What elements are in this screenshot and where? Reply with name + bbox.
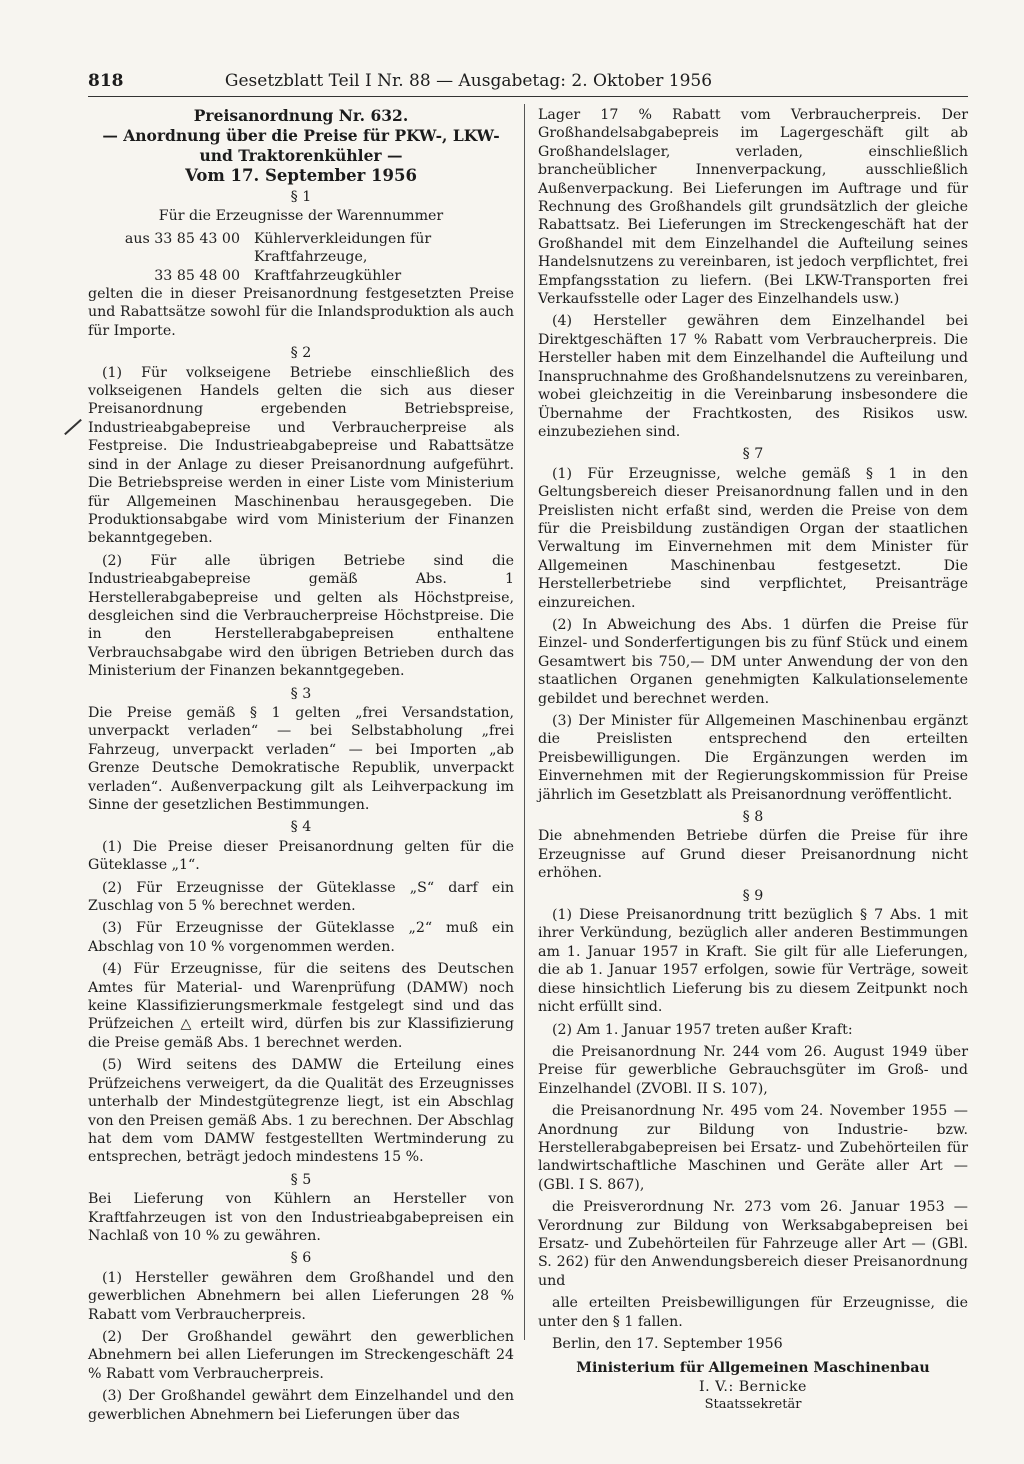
page-header [88, 70, 788, 92]
commodity-description: Kühlerverkleidungen für Kraftfahrzeuge, [254, 230, 432, 266]
section-6-para-3: (3) Der Großhandel gewährt dem Einzelhandel und den gewerblichen Abnehmern bei Lieferungen über das [88, 1388, 514, 1423]
section-heading-9: § 9 [742, 887, 764, 904]
section-7-para-2: (2) In Abweichung des Abs. 1 dürfen die Preise für Einzel- und Sonderfertigungen bis zu fünf Stück und einem Gesamtwert bis 750,— DM unter Anwendung der von den staatlichen Organen genehmigten Kalkulationselemente gebildet und berechnet werden. [538, 616, 968, 707]
section-1-text: gelten die in dieser Preisanordnung festgesetzten Preise und Rabattsätze sowohl für die Inlandsproduktion als auch für Importe. [88, 286, 514, 339]
page-number: 818 [88, 71, 124, 91]
section-2-para-2: (2) Für alle übrigen Betriebe sind die Industrieabgabepreise gemäß Abs. 1 Herstellerabgabepreise und gelten als Höchstpreise, desgleichen sind die Verbraucherpreise Höchstpreise. Die in den Herstellerabgabepreisen enthaltene Verbrauchsabgabe wird den übrigen Betrieben durch das Ministerium der Finanzen bekanntgegeben. [88, 552, 514, 680]
section-6-para-2: (2) Der Großhandel gewährt den gewerblichen Abnehmern bei allen Lieferungen im Streckengeschäft 24 % Rabatt vom Verbraucherpreis. [88, 1328, 514, 1382]
section-6-para-4: (4) Hersteller gewähren dem Einzelhandel bei Direktgeschäften 17 % Rabatt vom Verbraucherpreis. Die Hersteller haben mit dem Einzelhandel die Aufteilung und Inanspruchnahme des Großhandelsnutzens zu vereinbaren, wobei gleichzeitig in die Vereinbarung insbesondere die Übernahme der Frachtkosten, des Risikos usw. einzubeziehen sind. [538, 313, 968, 440]
section-heading-5: § 5 [290, 1171, 312, 1188]
order-date: Vom 17. September 1956 [185, 166, 417, 185]
section-5-text: Bei Lieferung von Kühlern an Hersteller von Kraftfahrzeugen ist von den Industrieabgabepreisen ein Nachlaß von 10 % zu gewähren. [88, 1191, 514, 1244]
section-heading-1: § 1 [290, 189, 312, 205]
left-column [88, 106, 514, 1428]
place-and-date: Berlin, den 17. September 1956 [552, 1336, 783, 1352]
section-6-para-3-continued: Lager 17 % Rabatt vom Verbraucherpreis. Der Großhandelsabgabepreis im Lagergeschäft gilt ab Großhandelslager, verladen, einschließlich brancheüblicher Innenverpackung, ausschließlich Außenverpackung. Bei Lieferungen im Auftrage und für Rechnung des Großhandels gilt grundsätzlich der gleiche Rabattsatz. Bei Lieferungen im Streckengeschäft hat der Großhandel mit dem Einzelhandel die Aufteilung seines Handelsnutzens zu vereinbaren, ist jedoch verpflichtet, frei Empfangsstation zu liefern. (Bei LKW-Transporten frei Verkaufsstelle oder Lager des Einzelhandels usw.) [538, 107, 968, 308]
order-number-title: Preisanordnung Nr. 632. [193, 106, 409, 125]
section-7-para-1: (1) Für Erzeugnisse, welche gemäß § 1 in den Geltungsbereich dieser Preisanordnung fallen und in den Preislisten nicht erfaßt sind, werden die Preise von dem für die Preisbildung zuständigen Organ der staatlichen Verwaltung im Einvernehmen mit dem Minister für Allgemeinen Maschinenbau festgesetzt. Die Herstellerbetriebe sind verpflichtet, Preisanträge einzureichen. [538, 465, 968, 611]
repealed-item-2: die Preisanordnung Nr. 495 vom 24. November 1955 — Anordnung zur Bildung von Industrie- bzw. Herstellerabgabepreisen bei Ersatz- und Zubehörteilen für landwirtschaftliche Maschinen und Geräte aller Art — (GBl. I S. 867), [538, 1103, 968, 1193]
section-heading-6: § 6 [290, 1250, 312, 1267]
order-subtitle-line2: und Traktorenkühler — [199, 146, 403, 165]
section-9-para-2: (2) Am 1. Januar 1957 treten außer Kraft: [552, 1021, 853, 1038]
section-1-intro: Für die Erzeugnisse der Warennummer [158, 208, 444, 225]
section-6-para-1: (1) Hersteller gewähren dem Großhandel und den gewerblichen Abnehmern bei allen Lieferungen 28 % Rabatt vom Verbraucherpreis. [88, 1269, 514, 1323]
order-subtitle-line1: — Anordnung über die Preise für PKW-, LKW- [102, 126, 500, 145]
section-4-para-1: (1) Die Preise dieser Preisanordnung gelten für die Güteklasse „1“. [88, 838, 514, 874]
commodity-number: aus 33 85 43 00 [124, 230, 240, 247]
section-4-para-4: (4) Für Erzeugnisse, für die seitens des Deutschen Amtes für Material- und Warenprüfung (DAMW) noch keine Klassifizierungsmerkmale festgelegt sind und das Prüfzeichen △ erteilt wird, dürfen bis zur Klassifizierung die Preise gemäß Abs. 1 berechnet werden. [88, 961, 514, 1051]
section-heading-2: § 2 [290, 345, 312, 362]
section-7-para-3: (3) Der Minister für Allgemeinen Maschinenbau ergänzt die Preislisten entsprechend den erteilten Preisbewilligungen. Die Ergänzungen werden im Einvernehmen mit der Regierungskommission für Preise jährlich im Gesetzblatt als Preisanordnung veröffentlicht. [538, 713, 968, 803]
commodity-row-2 [88, 267, 514, 285]
section-8-text: Die abnehmenden Betriebe dürfen die Preise für ihre Erzeugnisse auf Grund dieser Preisanordnung nicht erhöhen. [538, 828, 968, 882]
section-heading-4: § 4 [290, 819, 312, 836]
header-rule [88, 96, 968, 97]
section-heading-7: § 7 [742, 446, 764, 463]
section-3-text: Die Preise gemäß § 1 gelten „frei Versandstation, unverpackt verladen“ — bei Selbstabholung „frei Fahrzeug, unverpackt verladen“ — bei Importen „ab Grenze Deutsche Demokratische Republik, unverpackt verladen“. Außenverpackung gilt als Leihverpackung im Sinne der gesetzlichen Bestimmungen. [88, 704, 514, 813]
signing-ministry: Ministerium für Allgemeinen Maschinenbau [576, 1360, 930, 1377]
section-4-para-2: (2) Für Erzeugnisse der Güteklasse „S“ darf ein Zuschlag von 5 % berechnet werden. [88, 879, 514, 915]
signatory-role: Staatssekretär [704, 1397, 802, 1413]
commodity-number: 33 85 48 00 [154, 267, 240, 284]
signatory-name: I. V.: Bernicke [699, 1378, 807, 1395]
right-column [538, 106, 968, 1415]
section-2-para-1: (1) Für volkseigene Betriebe einschließlich des volkseigenen Handels gelten die sich aus dieser Preisanordnung ergebenden Betriebspreise, Industrieabgabepreise und Verbraucherpreise als Festpreise. Die Industrieabgabepreise und Rabattsätze sind in der Anlage zu dieser Preisanordnung aufgeführt. Die Betriebspreise werden in einer Liste vom Ministerium für Allgemeinen Maschinenbau herausgegeben. Die Produktionsabgabe wird vom Ministerium der Finanzen bekanntgegeben. [88, 364, 514, 547]
commodity-description: Kraftfahrzeugkühler [254, 267, 402, 284]
section-4-para-3: (3) Für Erzeugnisse der Güteklasse „2“ muß ein Abschlag von 10 % vorgenommen werden. [88, 920, 514, 955]
running-title: Gesetzblatt Teil I Nr. 88 — Ausgabetag: 2. Oktober 1956 [224, 71, 713, 91]
repealed-item-1: die Preisanordnung Nr. 244 vom 26. August 1949 über Preise für gewerbliche Gebrauchsgüter im Groß- und Einzelhandel (ZVOBl. II S. 107), [538, 1043, 968, 1097]
section-9-para-1: (1) Diese Preisanordnung tritt bezüglich § 7 Abs. 1 mit ihrer Verkündung, bezüglich aller anderen Bestimmungen am 1. Januar 1957 in Kraft. Sie gilt für alle Lieferungen, die ab 1. Januar 1957 erfolgen, sowie für Verträge, soweit diese hinsichtlich Lieferung bis zu diesem Zeitpunkt noch nicht erfüllt sind. [538, 907, 968, 1016]
commodity-row-1 [88, 230, 514, 267]
section-4-para-5: (5) Wird seitens des DAMW die Erteilung eines Prüfzeichens verweigert, da die Qualität des Erzeugnisses unterhalb der Mindestgütegrenze liegt, ist ein Abschlag von den Preisen gemäß Abs. 1 zu berechnen. Der Abschlag hat dem vom DAMW festgestellten Wertminderung zu entsprechen, beträgt jedoch mindestens 15 %. [88, 1057, 514, 1166]
repealed-item-4: alle erteilten Preisbewilligungen für Erzeugnisse, die unter den § 1 fallen. [538, 1295, 968, 1330]
repealed-item-3: die Preisverordnung Nr. 273 vom 26. Januar 1953 — Verordnung zur Bildung von Werksabgabepreisen bei Ersatz- und Zubehörteilen für Fahrzeuge aller Art — (GBl. S. 262) für den Anwendungsbereich dieser Preisanordnung und [538, 1199, 968, 1289]
section-heading-8: § 8 [742, 809, 764, 826]
section-heading-3: § 3 [290, 685, 312, 702]
column-divider [524, 104, 525, 1340]
margin-pen-mark [64, 419, 82, 435]
